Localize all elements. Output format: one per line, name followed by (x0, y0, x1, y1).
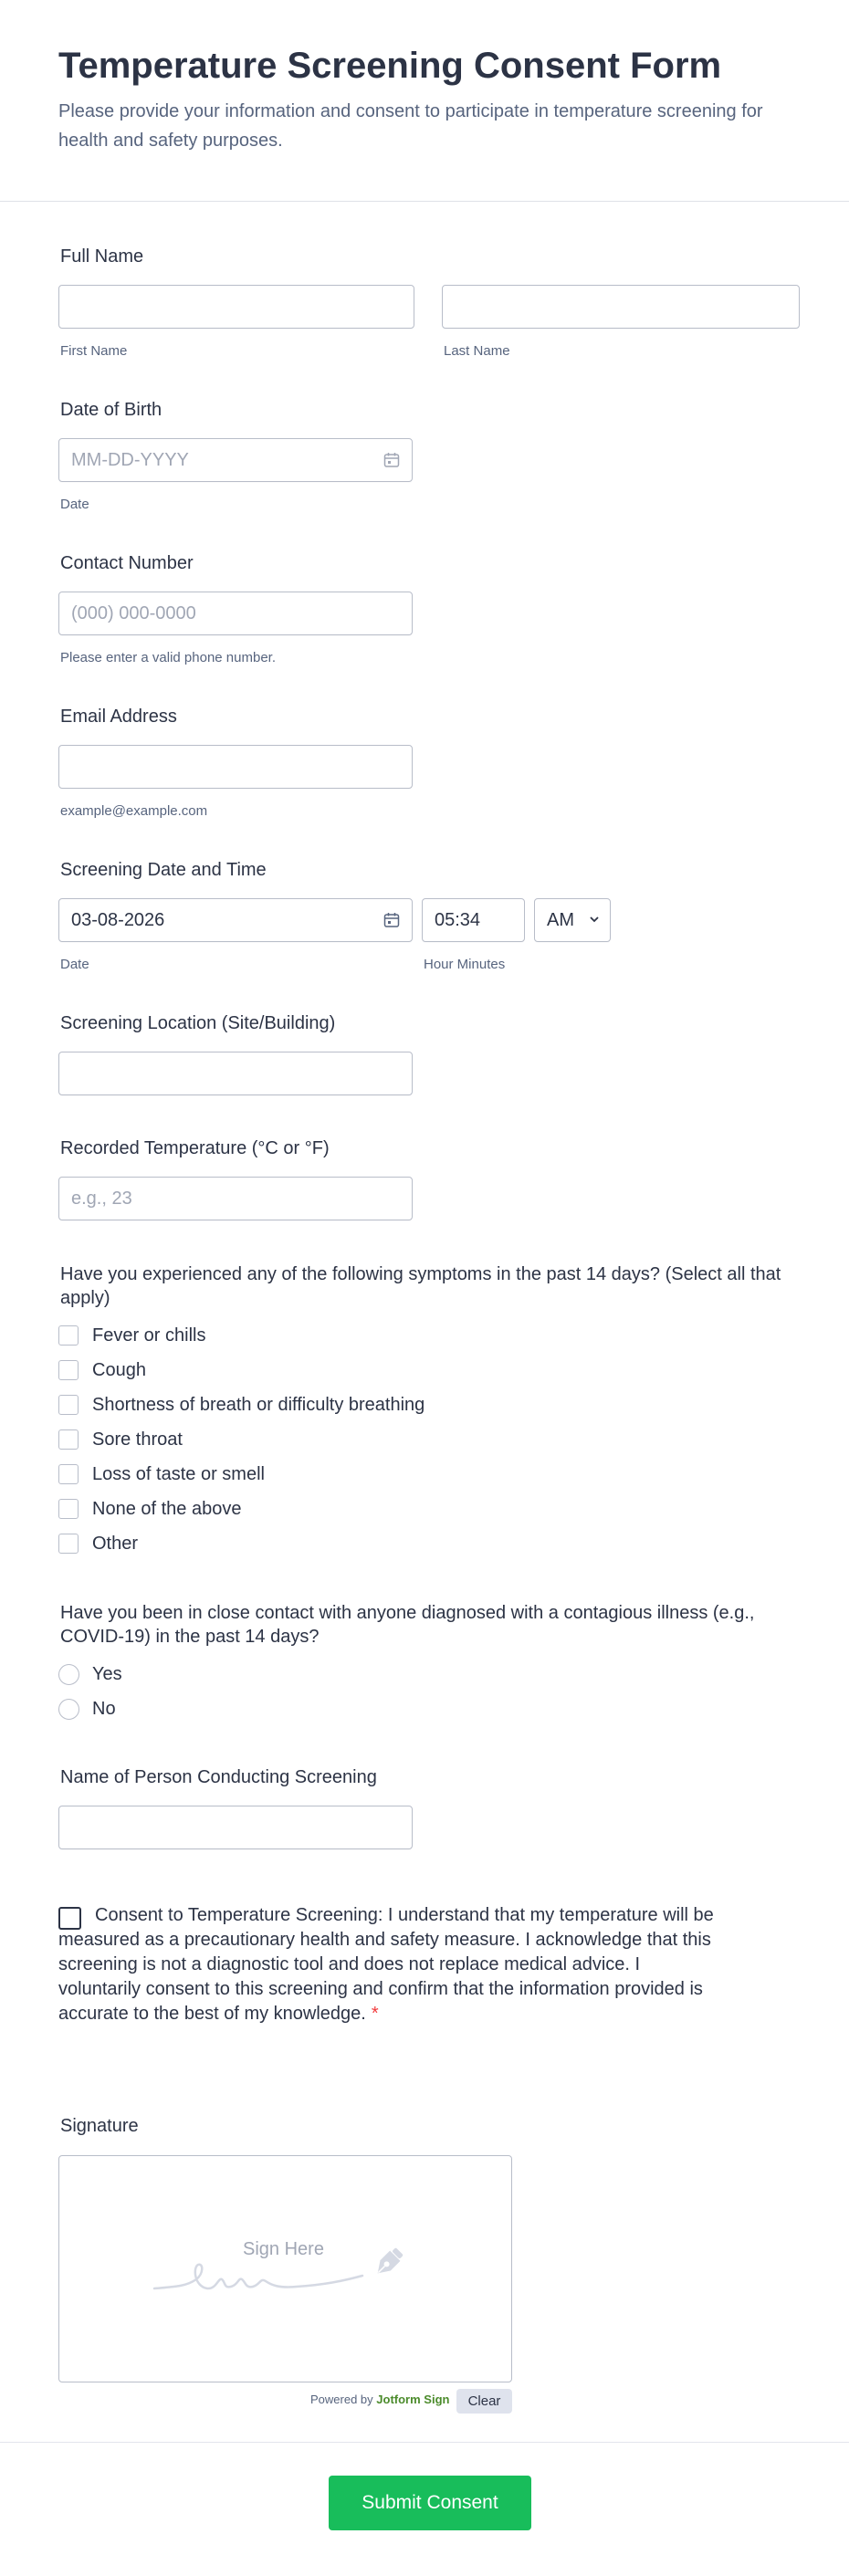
form-title: Temperature Screening Consent Form (58, 46, 722, 86)
phone-input[interactable] (58, 592, 413, 635)
last-name-sublabel: Last Name (444, 343, 510, 359)
form-header (0, 0, 849, 202)
symptom-label-throat: Sore throat (92, 1429, 183, 1450)
screening-date-input[interactable] (58, 898, 413, 942)
symptom-label-fever: Fever or chills (92, 1325, 206, 1346)
screening-date-sublabel: Date (60, 957, 89, 972)
location-input[interactable] (58, 1052, 413, 1095)
email-sublabel: example@example.com (60, 803, 208, 819)
powered-prefix: Powered by (310, 2393, 373, 2406)
phone-placeholder: (000) 000-0000 (71, 603, 196, 623)
contact-radio-no-label: No (92, 1699, 116, 1719)
symptom-checkbox-cough[interactable] (58, 1360, 79, 1380)
contact-label: Contact Number (60, 553, 194, 573)
powered-by (310, 2393, 449, 2406)
symptom-checkbox-other[interactable] (58, 1534, 79, 1554)
contact-question: Have you been in close contact with anyone diagnosed with a contagious illness (e.g., COVID-19) in the past 14 days? (60, 1603, 755, 1647)
symptom-label-other: Other (92, 1534, 139, 1554)
temperature-placeholder: e.g., 23 (71, 1189, 132, 1209)
submit-button[interactable]: Submit Consent (329, 2476, 531, 2530)
screening-datetime-label: Screening Date and Time (60, 860, 267, 880)
ampm-value: AM (547, 910, 574, 930)
conductor-input[interactable] (58, 1806, 413, 1849)
sign-here-hint: Sign Here (243, 2239, 324, 2259)
phone-sublabel: Please enter a valid phone number. (60, 650, 276, 665)
first-name-input[interactable] (58, 285, 414, 329)
symptom-checkbox-none[interactable] (58, 1499, 79, 1519)
calendar-icon[interactable] (383, 912, 400, 928)
form-subtitle: Please provide your information and consent to participate in temperature screening for health and safety purposes. (58, 101, 763, 151)
clear-signature-button[interactable]: Clear (456, 2389, 512, 2414)
contact-radio-no[interactable] (58, 1699, 79, 1720)
symptom-label-cough: Cough (92, 1360, 146, 1380)
consent-text-body: Consent to Temperature Screening: I understand that my temperature will be measured as a precautionary health and safety measure. I acknowledge that this screening is not a diagnostic tool and does not replace medical advice. I voluntarily consent to this screening and confirm that the information provided is accurate to the best of my knowledge. (58, 1905, 714, 2024)
location-label: Screening Location (Site/Building) (60, 1013, 336, 1033)
symptom-label-breath: Shortness of breath or difficulty breathing (92, 1395, 425, 1415)
screening-time-sublabel: Hour Minutes (424, 957, 506, 972)
symptom-checkbox-throat[interactable] (58, 1429, 79, 1450)
signature-label: Signature (60, 2116, 139, 2136)
required-asterisk: * (371, 2004, 379, 2024)
dob-input[interactable] (58, 438, 413, 482)
symptom-label-taste: Loss of taste or smell (92, 1464, 265, 1484)
email-input[interactable] (58, 745, 413, 789)
contact-radio-yes-label: Yes (92, 1664, 122, 1684)
symptom-checkbox-breath[interactable] (58, 1395, 79, 1415)
powered-brand[interactable]: Jotform Sign (376, 2393, 450, 2406)
last-name-input[interactable] (442, 285, 800, 329)
contact-radio-yes[interactable] (58, 1664, 79, 1685)
conductor-label: Name of Person Conducting Screening (60, 1767, 377, 1787)
screening-date-value: 03-08-2026 (71, 910, 165, 930)
symptom-checkbox-taste[interactable] (58, 1464, 79, 1484)
dob-sublabel: Date (60, 497, 89, 512)
full-name-label: Full Name (60, 246, 144, 267)
temperature-label: Recorded Temperature (°C or °F) (60, 1138, 330, 1158)
dob-label: Date of Birth (60, 400, 162, 420)
symptoms-question: Have you experienced any of the following symptoms in the past 14 days? (Select all that apply) (60, 1264, 781, 1308)
signature-pad[interactable] (58, 2155, 512, 2382)
ampm-select[interactable] (534, 898, 611, 942)
screening-time-input[interactable]: 05:34 (422, 898, 525, 942)
email-label: Email Address (60, 707, 177, 727)
temperature-input[interactable] (58, 1177, 413, 1220)
dob-placeholder: MM-DD-YYYY (71, 450, 189, 470)
chevron-down-icon (590, 915, 599, 924)
calendar-icon[interactable] (383, 452, 400, 468)
symptom-label-none: None of the above (92, 1499, 242, 1519)
consent-text (58, 1903, 716, 2026)
first-name-sublabel: First Name (60, 343, 128, 359)
pen-icon (368, 2243, 408, 2283)
symptom-checkbox-fever[interactable] (58, 1325, 79, 1346)
